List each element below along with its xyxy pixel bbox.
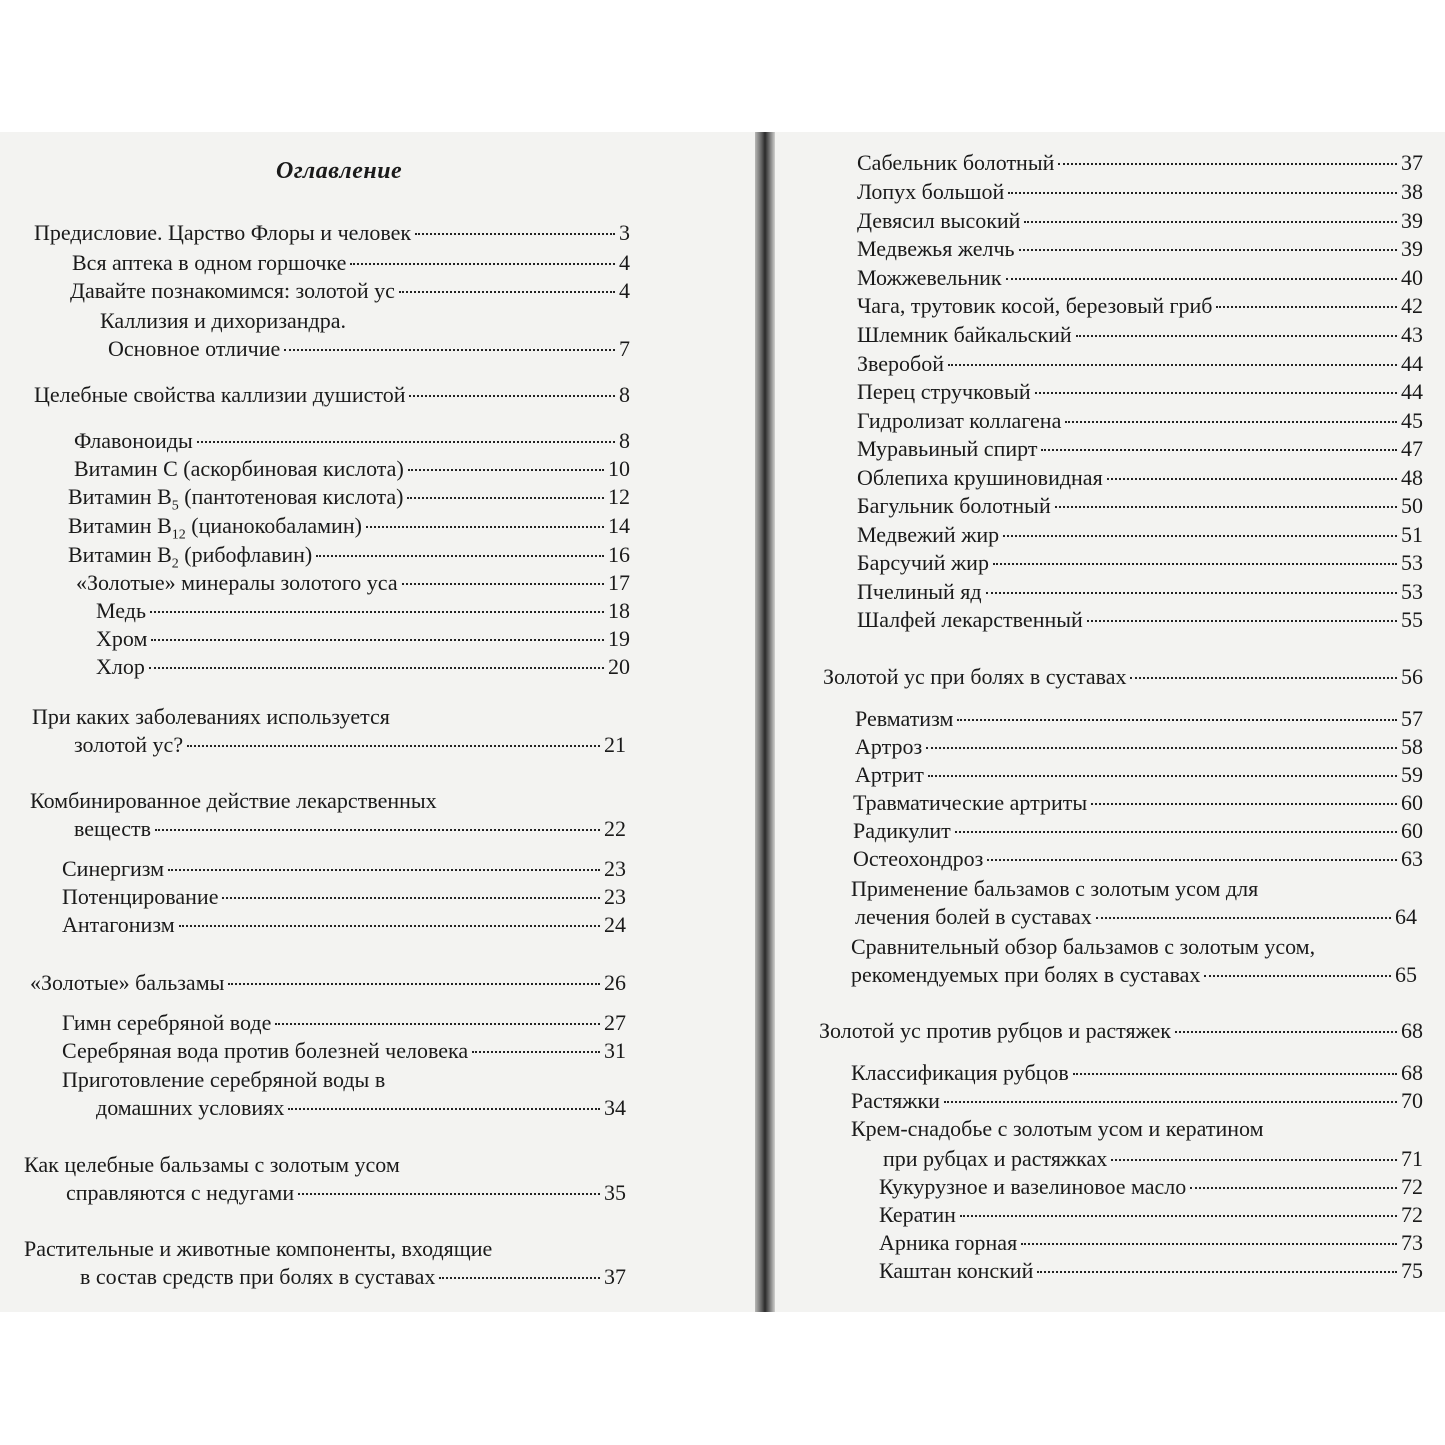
dot-leader <box>926 747 1397 749</box>
dot-leader <box>987 859 1397 861</box>
entry-page-number: 20 <box>608 654 630 679</box>
book-gutter <box>755 132 775 1312</box>
left-toc-entry <box>24 1236 492 1262</box>
dot-leader <box>955 831 1397 833</box>
dot-leader <box>222 897 600 899</box>
entry-page-number: 39 <box>1401 208 1423 233</box>
dot-leader <box>957 719 1397 721</box>
dot-leader <box>1073 1073 1397 1075</box>
dot-leader <box>399 291 615 293</box>
left-toc-entry <box>62 1038 626 1064</box>
entry-title: Багульник болотный <box>857 493 1051 518</box>
entry-page-number: 12 <box>608 484 630 509</box>
right-toc-entry <box>851 876 1258 902</box>
left-toc-entry <box>30 970 626 996</box>
entry-page-number: 57 <box>1401 706 1423 731</box>
entry-page-number: 19 <box>608 626 630 651</box>
right-toc-entry <box>855 706 1423 732</box>
right-toc-entry <box>855 904 1417 930</box>
entry-page-number: 23 <box>604 884 626 909</box>
entry-page-number: 48 <box>1401 465 1423 490</box>
entry-title: Предисловие. Царство Флоры и человек <box>34 220 412 245</box>
dot-leader <box>1008 192 1397 194</box>
entry-title: Остеохондроз <box>853 846 984 871</box>
entry-page-number: 22 <box>604 816 626 841</box>
entry-title: Применение бальзамов с золотым усом для <box>851 876 1259 901</box>
entry-page-number: 8 <box>619 428 630 453</box>
dot-leader <box>402 583 604 585</box>
dot-leader <box>155 829 600 831</box>
dot-leader <box>415 233 615 235</box>
dot-leader <box>1130 677 1397 679</box>
entry-title: веществ <box>74 816 152 841</box>
right-toc-entry <box>857 522 1423 548</box>
dot-leader <box>1065 421 1397 423</box>
left-toc-entry <box>62 1010 626 1036</box>
entry-title: при рубцах и растяжках <box>883 1146 1108 1171</box>
dot-leader <box>1058 163 1397 165</box>
entry-title: Арника горная <box>879 1230 1018 1255</box>
dot-leader <box>1096 917 1391 919</box>
right-toc-entry <box>851 1060 1423 1086</box>
entry-page-number: 53 <box>1401 550 1423 575</box>
right-toc-entry <box>857 579 1423 605</box>
entry-title: Витамин $B_5$ (пантотеновая кислота) <box>68 484 404 514</box>
dot-leader <box>408 469 604 471</box>
entry-page-number: 70 <box>1401 1088 1423 1113</box>
right-toc-entry <box>853 818 1423 844</box>
entry-page-number: 44 <box>1401 351 1423 376</box>
left-toc-entry <box>80 1264 626 1290</box>
right-toc-entry <box>879 1202 1423 1228</box>
entry-title: Кукурузное и вазелиновое масло <box>879 1174 1187 1199</box>
right-toc-entry <box>857 208 1423 234</box>
entry-page-number: 39 <box>1401 236 1423 261</box>
right-toc-entry <box>857 408 1423 434</box>
entry-title: Барсучий жир <box>857 550 989 575</box>
left-toc-entry <box>34 220 630 246</box>
dot-leader <box>439 1277 600 1279</box>
entry-title: рекомендуемых при болях в суставах <box>851 962 1201 987</box>
entry-title: Основное отличие <box>108 336 281 361</box>
entry-page-number: 16 <box>608 542 630 567</box>
entry-title: Давайте познакомимся: золотой ус <box>70 278 395 303</box>
left-toc-entry <box>62 1067 385 1093</box>
right-page <box>775 132 1445 1312</box>
entry-title: Травматические артриты <box>853 790 1088 815</box>
entry-title: в состав средств при болях в суставах <box>80 1264 436 1289</box>
entry-page-number: 68 <box>1401 1060 1423 1085</box>
entry-title: Чага, трутовик косой, березовый гриб <box>857 293 1213 318</box>
left-toc-entry <box>62 912 626 938</box>
dot-leader <box>928 775 1397 777</box>
entry-page-number: 35 <box>604 1180 626 1205</box>
left-toc-entry <box>62 884 626 910</box>
dot-leader <box>1190 1187 1397 1189</box>
entry-title: Радикулит <box>853 818 951 843</box>
dot-leader <box>409 395 615 397</box>
left-toc-entry <box>32 704 390 730</box>
entry-page-number: 21 <box>604 732 626 757</box>
entry-page-number: 37 <box>1401 150 1423 175</box>
left-toc-entry <box>96 598 630 624</box>
entry-title: Гидролизат коллагена <box>857 408 1062 433</box>
entry-title: Медвежий жир <box>857 522 1000 547</box>
entry-page-number: 60 <box>1401 790 1423 815</box>
entry-title: домашних условиях <box>96 1095 285 1120</box>
entry-title: Гимн серебряной воде <box>62 1010 272 1035</box>
right-toc-entry <box>857 322 1423 348</box>
entry-title: Классификация рубцов <box>851 1060 1069 1085</box>
entry-title: Медвежья желчь <box>857 236 1015 261</box>
left-toc-entry <box>68 542 630 572</box>
right-toc-entry <box>857 351 1423 377</box>
entry-title: Шлемник байкальский <box>857 322 1072 347</box>
entry-title: Кератин <box>879 1202 956 1227</box>
dot-leader <box>1204 975 1391 977</box>
right-toc-entry <box>857 550 1423 576</box>
left-toc-entry <box>74 816 626 842</box>
left-toc-entry <box>96 626 630 652</box>
dot-leader <box>298 1193 600 1195</box>
dot-leader <box>1175 1031 1397 1033</box>
right-toc-entry <box>883 1146 1423 1172</box>
right-toc-entry <box>857 607 1423 633</box>
left-toc-entry <box>34 382 630 408</box>
entry-page-number: 60 <box>1401 818 1423 843</box>
right-toc-entry <box>857 265 1423 291</box>
entry-page-number: 14 <box>608 513 630 538</box>
entry-page-number: 4 <box>619 278 630 303</box>
left-toc-entry <box>100 308 346 334</box>
left-toc-entry <box>66 1180 626 1206</box>
left-toc-entry <box>76 570 630 596</box>
entry-title: Синергизм <box>62 856 165 881</box>
entry-page-number: 71 <box>1401 1146 1423 1171</box>
dot-leader <box>993 563 1397 565</box>
entry-title: Муравьиный спирт <box>857 436 1038 461</box>
entry-title: Хлор <box>96 654 145 679</box>
left-toc-entry <box>30 788 437 814</box>
right-toc-entry <box>851 934 1315 960</box>
entry-title: Как целебные бальзамы с золотым усом <box>24 1152 400 1177</box>
right-toc-entry <box>857 436 1423 462</box>
dot-leader <box>316 555 604 557</box>
right-toc-entry <box>857 150 1423 176</box>
dot-leader <box>948 364 1397 366</box>
entry-title: Каллизия и дихоризандра. <box>100 308 347 333</box>
left-toc-entry <box>68 484 630 514</box>
entry-title: лечения болей в суставах <box>855 904 1092 929</box>
right-toc-entry <box>819 1018 1423 1044</box>
dot-leader <box>1087 620 1397 622</box>
entry-page-number: 45 <box>1401 408 1423 433</box>
dot-leader <box>1041 449 1397 451</box>
dot-leader <box>150 611 604 613</box>
entry-page-number: 42 <box>1401 293 1423 318</box>
entry-title: Лопух большой <box>857 179 1005 204</box>
entry-page-number: 65 <box>1395 962 1417 987</box>
dot-leader <box>986 592 1397 594</box>
entry-page-number: 55 <box>1401 607 1423 632</box>
left-toc-entry <box>96 654 630 680</box>
entry-page-number: 17 <box>608 570 630 595</box>
left-page <box>0 132 755 1312</box>
right-toc-entry <box>857 379 1423 405</box>
entry-title: золотой ус? <box>74 732 184 757</box>
dot-leader <box>366 526 604 528</box>
right-toc-entry <box>855 734 1423 760</box>
right-toc-entry <box>855 762 1423 788</box>
entry-title: Хром <box>96 626 148 651</box>
left-toc-entry <box>74 428 630 454</box>
dot-leader <box>1107 478 1397 480</box>
left-toc-entry <box>74 456 630 482</box>
right-toc-entry <box>879 1230 1423 1256</box>
entry-title: Витамин С (аскорбиновая кислота) <box>74 456 404 481</box>
entry-title: При каких заболеваниях используется <box>32 704 390 729</box>
dot-leader <box>1037 1271 1397 1273</box>
entry-page-number: 23 <box>604 856 626 881</box>
entry-title: Медь <box>96 598 146 623</box>
entry-page-number: 68 <box>1401 1018 1423 1043</box>
right-toc-entry <box>857 465 1423 491</box>
entry-page-number: 10 <box>608 456 630 481</box>
entry-title: Девясил высокий <box>857 208 1021 233</box>
entry-title: Комбинированное действие лекарственных <box>30 788 437 813</box>
dot-leader <box>472 1051 600 1053</box>
entry-page-number: 7 <box>619 336 630 361</box>
entry-title: Шалфей лекарственный <box>857 607 1083 632</box>
entry-page-number: 64 <box>1395 904 1417 929</box>
dot-leader <box>228 983 600 985</box>
entry-page-number: 59 <box>1401 762 1423 787</box>
entry-page-number: 31 <box>604 1038 626 1063</box>
dot-leader <box>350 263 615 265</box>
dot-leader <box>407 497 604 499</box>
dot-leader <box>1035 392 1397 394</box>
entry-title: Приготовление серебряной воды в <box>62 1067 386 1092</box>
right-toc-entry <box>857 493 1423 519</box>
left-toc-entry <box>108 336 630 362</box>
dot-leader <box>1019 249 1397 251</box>
entry-page-number: 37 <box>604 1264 626 1289</box>
entry-page-number: 72 <box>1401 1202 1423 1227</box>
dot-leader <box>1111 1159 1397 1161</box>
entry-page-number: 38 <box>1401 179 1423 204</box>
entry-title: Антагонизм <box>62 912 175 937</box>
right-toc-entry <box>853 846 1423 872</box>
right-toc-entry <box>879 1174 1423 1200</box>
entry-title: Пчелиный яд <box>857 579 982 604</box>
right-toc-entry <box>853 790 1423 816</box>
entry-page-number: 27 <box>604 1010 626 1035</box>
dot-leader <box>284 349 615 351</box>
entry-title: Потенцирование <box>62 884 219 909</box>
dot-leader <box>1024 221 1397 223</box>
entry-title: Облепиха крушиновидная <box>857 465 1103 490</box>
entry-page-number: 3 <box>619 220 630 245</box>
entry-page-number: 56 <box>1401 664 1423 689</box>
entry-page-number: 43 <box>1401 322 1423 347</box>
entry-title: Серебряная вода против болезней человека <box>62 1038 469 1063</box>
entry-title: Сабельник болотный <box>857 150 1055 175</box>
entry-title: Золотой ус при болях в суставах <box>823 664 1127 689</box>
dot-leader <box>179 925 600 927</box>
entry-title: Флавоноиды <box>74 428 193 453</box>
entry-page-number: 34 <box>604 1095 626 1120</box>
entry-page-number: 47 <box>1401 436 1423 461</box>
left-toc-entry <box>24 1152 400 1178</box>
entry-title: Крем-снадобье с золотым усом и кератином <box>851 1116 1264 1141</box>
entry-page-number: 44 <box>1401 379 1423 404</box>
left-toc-entry <box>72 250 630 276</box>
entry-page-number: 58 <box>1401 734 1423 759</box>
book-spread <box>0 132 1445 1312</box>
entry-title: Растяжки <box>851 1088 940 1113</box>
toc-heading: Оглавление <box>276 158 403 184</box>
entry-title: Зверобой <box>857 351 945 376</box>
right-toc-entry <box>857 179 1423 205</box>
entry-page-number: 18 <box>608 598 630 623</box>
entry-page-number: 4 <box>619 250 630 275</box>
entry-page-number: 51 <box>1401 522 1423 547</box>
dot-leader <box>1091 803 1397 805</box>
right-toc-entry <box>879 1258 1423 1284</box>
dot-leader <box>149 667 604 669</box>
entry-title: Золотой ус против рубцов и растяжек <box>819 1018 1171 1043</box>
entry-page-number: 53 <box>1401 579 1423 604</box>
entry-title: Каштан конский <box>879 1258 1034 1283</box>
dot-leader <box>1055 506 1397 508</box>
dot-leader <box>288 1108 600 1110</box>
entry-page-number: 26 <box>604 970 626 995</box>
dot-leader <box>197 441 615 443</box>
right-toc-entry <box>851 962 1417 988</box>
dot-leader <box>1006 278 1397 280</box>
dot-leader <box>944 1101 1397 1103</box>
entry-page-number: 75 <box>1401 1258 1423 1283</box>
left-toc-entry <box>70 278 630 304</box>
entry-title: Растительные и животные компоненты, входящие <box>24 1236 493 1261</box>
entry-title: справляются с недугами <box>66 1180 295 1205</box>
entry-page-number: 73 <box>1401 1230 1423 1255</box>
dot-leader <box>1216 306 1397 308</box>
dot-leader <box>960 1215 1397 1217</box>
entry-title: Артрит <box>855 762 924 787</box>
dot-leader <box>187 745 600 747</box>
left-toc-entry <box>68 513 630 543</box>
right-toc-entry <box>851 1116 1264 1142</box>
entry-title: «Золотые» бальзамы <box>30 970 225 995</box>
right-toc-entry <box>857 293 1423 319</box>
dot-leader <box>1076 335 1397 337</box>
entry-title: Артроз <box>855 734 923 759</box>
entry-title: Витамин $B_{12}$ (цианокобаламин) <box>68 513 362 543</box>
entry-title: «Золотые» минералы золотого уса <box>76 570 398 595</box>
entry-title: Можжевельник <box>857 265 1002 290</box>
left-toc-entry <box>74 732 626 758</box>
entry-title: Целебные свойства каллизии душистой <box>34 382 406 407</box>
dot-leader <box>275 1023 600 1025</box>
entry-title: Вся аптека в одном горшочке <box>72 250 347 275</box>
entry-page-number: 63 <box>1401 846 1423 871</box>
entry-title: Сравнительный обзор бальзамов с золотым усом, <box>851 934 1316 959</box>
entry-title: Перец стручковый <box>857 379 1031 404</box>
right-toc-entry <box>857 236 1423 262</box>
dot-leader <box>168 869 600 871</box>
dot-leader <box>1003 535 1397 537</box>
entry-page-number: 40 <box>1401 265 1423 290</box>
right-toc-entry <box>851 1088 1423 1114</box>
entry-page-number: 50 <box>1401 493 1423 518</box>
right-toc-entry <box>823 664 1423 690</box>
left-toc-entry <box>96 1095 626 1121</box>
dot-leader <box>151 639 604 641</box>
entry-page-number: 8 <box>619 382 630 407</box>
entry-title: Витамин $B_2$ (рибофлавин) <box>68 542 313 572</box>
entry-title: Ревматизм <box>855 706 954 731</box>
dot-leader <box>1021 1243 1397 1245</box>
entry-page-number: 24 <box>604 912 626 937</box>
entry-page-number: 72 <box>1401 1174 1423 1199</box>
left-toc-entry <box>62 856 626 882</box>
